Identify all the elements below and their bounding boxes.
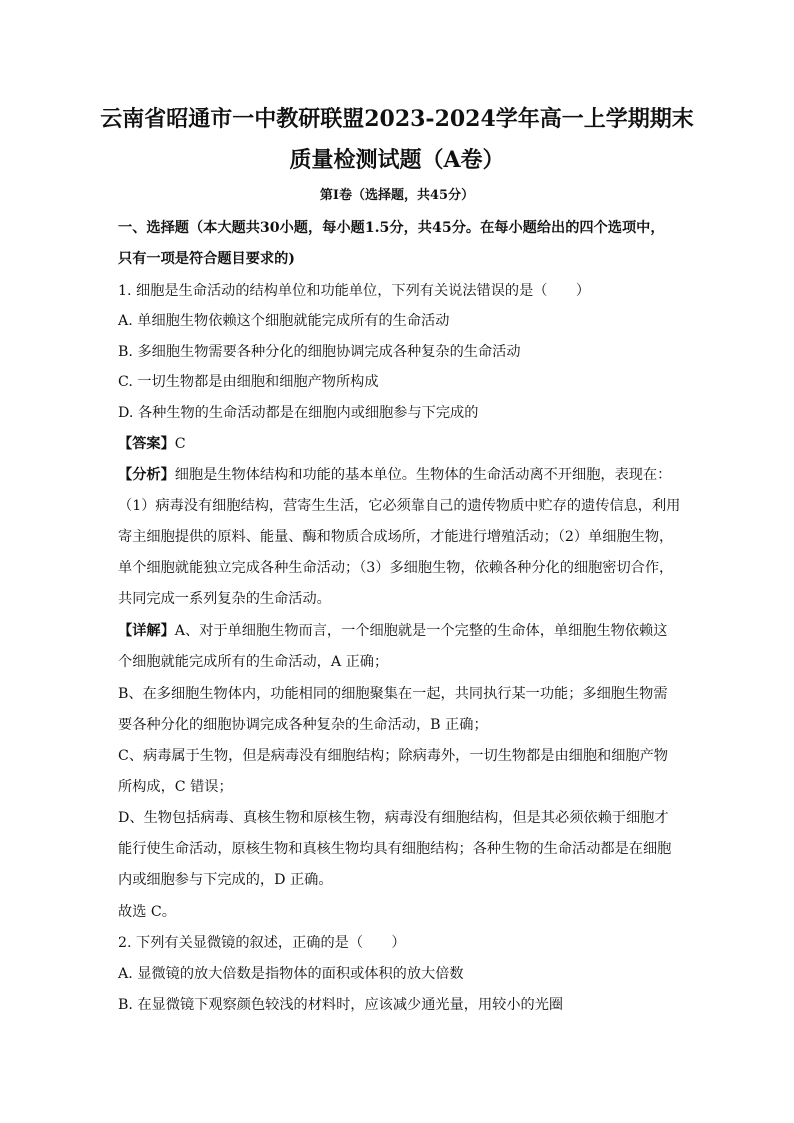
question-1-option-b: B. 多细胞生物需要各种分化的细胞协调完成各种复杂的生命活动 bbox=[118, 344, 521, 360]
detail-text: A、对于单细胞生物而言，一个细胞就是一个完整的生命体，单细胞生物依赖这 bbox=[174, 623, 668, 639]
detail-line: D、生物包括病毒、真核生物和原核生物，病毒没有细胞结构，但是其必须依赖于细胞才 bbox=[118, 810, 669, 826]
analysis-line: （1）病毒没有细胞结构，营寄生生活，它必须靠自己的遗传物质中贮存的遗传信息，利用 bbox=[118, 498, 681, 514]
detail-line: 个细胞就能完成所有的生命活动，A 正确； bbox=[118, 654, 389, 670]
analysis-line: 单个细胞就能独立完成各种生命活动；（3）多细胞生物，依赖各种分化的细胞密切合作， bbox=[118, 560, 674, 576]
question-1-stem: 1. 细胞是生命活动的结构单位和功能单位，下列有关说法错误的是（ ） bbox=[118, 283, 591, 299]
answer-line bbox=[118, 434, 186, 454]
analysis-text: 细胞是生物体结构和功能的基本单位。生物体的生命活动离不开细胞，表现在： bbox=[174, 467, 672, 483]
answer-label: 【答案】 bbox=[118, 436, 175, 452]
detail-line: 能行使生命活动，原核生物和真核生物均具有细胞结构；各种生物的生命活动都是在细胞 bbox=[118, 841, 672, 857]
analysis-line: 共同完成一系列复杂的生命活动。 bbox=[118, 591, 331, 607]
question-2-stem: 2. 下列有关显微镜的叙述，正确的是（ ） bbox=[118, 935, 406, 951]
answer-value: C bbox=[174, 436, 186, 452]
detail-line: 要各种分化的细胞协调完成各种复杂的生命活动，B 正确； bbox=[118, 717, 488, 733]
question-2-option-b: B. 在显微镜下观察颜色较浅的材料时，应该减少通光量，用较小的光圈 bbox=[118, 997, 564, 1013]
detail-line: 所构成，C 错误； bbox=[118, 779, 233, 795]
document-title-line-1: 云南省昭通市一中教研联盟2023-2024学年高一上学期期末 bbox=[100, 106, 694, 132]
detail-line: 内或细胞参与下完成的，D 正确。 bbox=[118, 872, 333, 888]
detail-line: B、在多细胞生物体内，功能相同的细胞聚集在一起，共同执行某一功能；多细胞生物需 bbox=[118, 686, 668, 702]
question-1-option-c: C. 一切生物都是由细胞和细胞产物所构成 bbox=[118, 374, 379, 390]
question-1-option-a: A. 单细胞生物依赖这个细胞就能完成所有的生命活动 bbox=[118, 313, 450, 329]
conclusion-line: 故选 C。 bbox=[118, 904, 176, 920]
question-2-option-a: A. 显微镜的放大倍数是指物体的面积或体积的放大倍数 bbox=[118, 966, 464, 982]
analysis-label: 【分析】 bbox=[118, 467, 175, 483]
section-header-line: 只有一项是符合题目要求的) bbox=[118, 251, 295, 267]
detail-line bbox=[118, 621, 667, 641]
section-header-line: 一、选择题（本大题共30小题，每小题1.5分，共45分。在每小题给出的四个选项中， bbox=[118, 220, 665, 236]
document-title-line-2: 质量检测试题（A卷） bbox=[289, 147, 505, 173]
detail-line: C、病毒属于生物，但是病毒没有细胞结构；除病毒外，一切生物都是由细胞和细胞产物 bbox=[118, 748, 668, 764]
analysis-line bbox=[118, 465, 671, 485]
part-subtitle: 第I卷（选择题，共45分） bbox=[319, 188, 475, 203]
analysis-line: 寄主细胞提供的原料、能量、酶和物质合成场所，才能进行增殖活动；（2）单细胞生物， bbox=[118, 529, 674, 545]
detail-label: 【详解】 bbox=[118, 623, 175, 639]
question-1-option-d: D. 各种生物的生命活动都是在细胞内或细胞参与下完成的 bbox=[118, 405, 479, 421]
